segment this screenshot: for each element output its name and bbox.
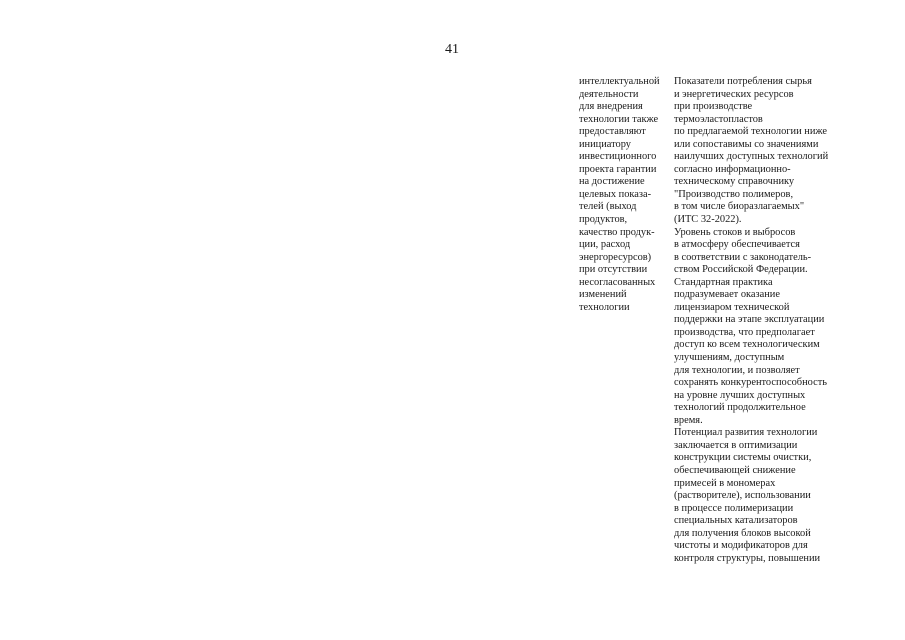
right-column-line: примесей в мономерах [674,477,776,489]
right-column-line: на уровне лучших доступных [674,389,806,401]
right-column-line: производства, что предполагает [674,326,815,338]
right-column-line: сохранять конкурентоспособность [674,377,827,389]
left-column-line: инвестиционного [579,151,657,163]
right-column-line: Показатели потребления сырья [674,76,812,87]
left-column-line: интеллектуальной [579,76,660,87]
left-column-line: на достижение [579,176,645,188]
left-column-line: деятельности [579,88,639,100]
left-column-line: для внедрения [579,101,643,113]
left-column-line: качество продук- [579,226,655,238]
right-column-line: в атмосферу обеспечивается [674,239,800,251]
right-column-line: время. [674,414,703,426]
left-column-line: технологии [579,301,630,313]
left-column-text [579,76,671,314]
left-column-line: продуктов, [579,214,628,226]
right-column-line: в соответствии с законодатель- [674,251,812,263]
right-column-line: наилучших доступных технологий [674,151,829,163]
left-column-line: изменений [579,289,627,301]
right-column-line: Потенциал развития технологии [674,427,818,439]
right-column-line: доступ ко всем технологическим [674,339,820,351]
right-column-line: Стандартная практика [674,276,773,288]
right-column-text [674,76,842,565]
left-column-line: технологии также [579,113,659,125]
right-column-line: "Производство полимеров, [674,188,794,200]
page-number: 41 [445,42,459,57]
right-column-line: или сопоставимы со значениями [674,138,819,150]
right-column-line: по предлагаемой технологии ниже [674,126,828,138]
right-column-line: и энергетических ресурсов [674,88,794,100]
left-column-line: проекта гарантии [579,163,657,175]
right-column-line: улучшениям, доступным [674,352,785,364]
right-column-line: в том числе биоразлагаемых" [674,201,805,213]
right-column-line: чистоты и модификаторов для [674,540,808,552]
right-column-line: контроля структуры, повышении [674,552,821,564]
right-column-line: ством Российской Федерации. [674,264,808,276]
right-column-line: (ИТС 32-2022). [674,214,742,226]
right-column-line: для технологии, и позволяет [674,364,800,376]
right-column-line: заключается в оптимизации [674,439,798,451]
right-column-line: в процессе полимеризации [674,502,794,514]
right-column-line: технологий продолжительное [674,402,806,414]
right-column-line: термоэластопластов [674,113,763,125]
right-column-line: Уровень стоков и выбросов [674,226,796,238]
left-column-line: целевых показа- [579,188,652,200]
right-column-line: при производстве [674,101,753,113]
left-column-line: ции, расход [579,239,631,251]
right-column-line: специальных катализаторов [674,515,798,527]
left-column-line: при отсутствии [579,264,648,276]
right-column-line: (растворителе), использовании [674,490,811,502]
right-column-line: техническому справочнику [674,176,795,188]
right-column-line: подразумевает оказание [674,289,780,301]
right-column-line: лицензиаром технической [674,301,790,313]
right-column-line: поддержки на этапе эксплуатации [674,314,825,326]
left-column-line: предоставляют [579,126,646,138]
left-column-line: инициатору [579,138,631,150]
left-column-line: телей (выход [579,201,637,213]
left-column-line: энергоресурсов) [579,251,652,263]
right-column-line: для получения блоков высокой [674,527,811,539]
right-column-line: конструкции системы очистки, [674,452,812,464]
left-column-line: несогласованных [579,276,656,288]
right-column-line: обеспечивающей снижение [674,464,796,476]
right-column-line: согласно информационно- [674,163,791,175]
